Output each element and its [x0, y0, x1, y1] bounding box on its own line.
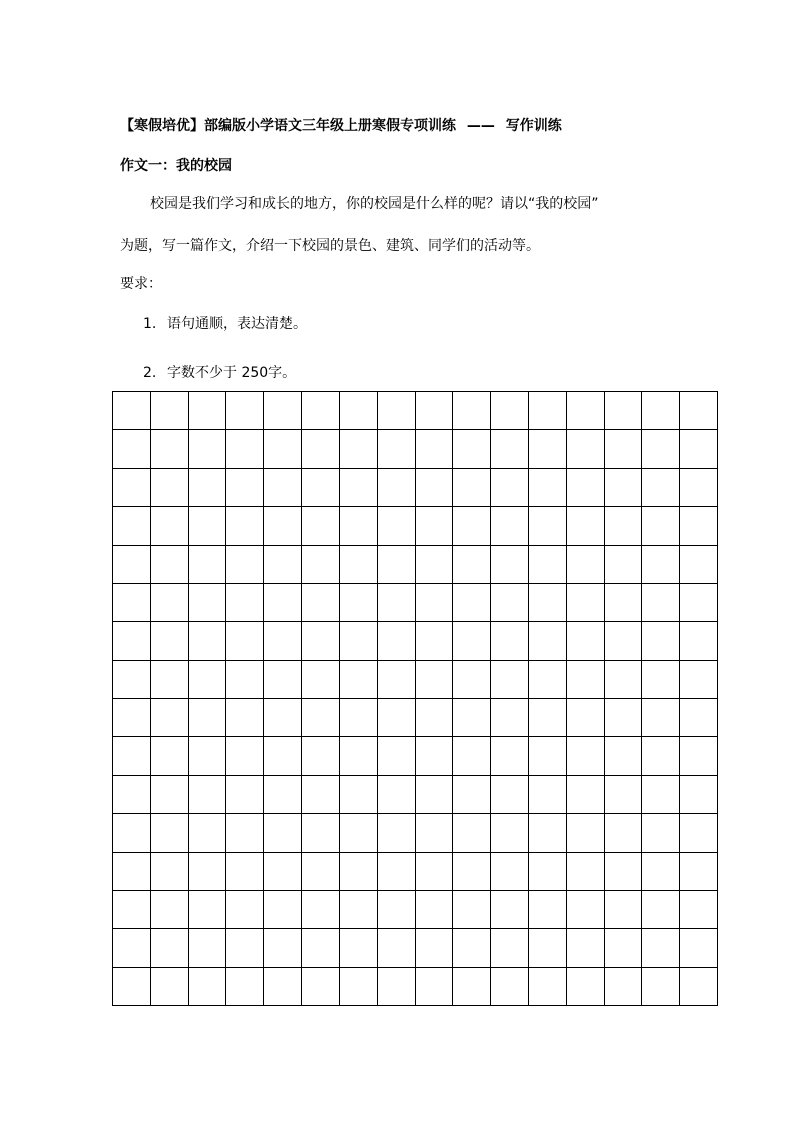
grid-cell[interactable] — [567, 469, 605, 507]
grid-cell[interactable] — [264, 584, 302, 622]
grid-cell[interactable] — [340, 546, 378, 584]
grid-cell[interactable] — [491, 968, 529, 1006]
grid-cell[interactable] — [302, 814, 340, 852]
grid-cell[interactable] — [453, 929, 491, 967]
grid-cell[interactable] — [605, 814, 643, 852]
grid-cell[interactable] — [416, 469, 454, 507]
grid-cell[interactable] — [378, 853, 416, 891]
grid-cell[interactable] — [264, 929, 302, 967]
grid-cell[interactable] — [567, 891, 605, 929]
grid-cell[interactable] — [302, 430, 340, 468]
writing-grid[interactable] — [112, 391, 718, 1006]
grid-cell[interactable] — [491, 392, 529, 430]
grid-cell[interactable] — [378, 507, 416, 545]
grid-cell[interactable] — [378, 929, 416, 967]
grid-cell[interactable] — [567, 661, 605, 699]
grid-cell[interactable] — [416, 814, 454, 852]
grid-cell[interactable] — [113, 968, 151, 1006]
grid-cell[interactable] — [264, 891, 302, 929]
grid-cell[interactable] — [529, 929, 567, 967]
grid-cell[interactable] — [378, 968, 416, 1006]
grid-cell[interactable] — [378, 699, 416, 737]
grid-cell[interactable] — [302, 699, 340, 737]
grid-cell[interactable] — [113, 546, 151, 584]
grid-cell[interactable] — [264, 392, 302, 430]
grid-cell[interactable] — [529, 814, 567, 852]
grid-cell[interactable] — [264, 814, 302, 852]
grid-cell[interactable] — [113, 392, 151, 430]
grid-cell[interactable] — [189, 622, 227, 660]
grid-cell[interactable] — [680, 507, 718, 545]
grid-cell[interactable] — [151, 469, 189, 507]
grid-cell[interactable] — [113, 929, 151, 967]
grid-cell[interactable] — [302, 776, 340, 814]
grid-cell[interactable] — [340, 853, 378, 891]
grid-cell[interactable] — [605, 584, 643, 622]
grid-cell[interactable] — [378, 891, 416, 929]
grid-cell[interactable] — [605, 661, 643, 699]
grid-cell[interactable] — [529, 430, 567, 468]
grid-cell[interactable] — [491, 622, 529, 660]
grid-cell[interactable] — [529, 584, 567, 622]
grid-cell[interactable] — [680, 737, 718, 775]
grid-cell[interactable] — [113, 469, 151, 507]
grid-cell[interactable] — [453, 737, 491, 775]
grid-cell[interactable] — [151, 737, 189, 775]
grid-cell[interactable] — [113, 584, 151, 622]
grid-cell[interactable] — [226, 853, 264, 891]
grid-cell[interactable] — [642, 469, 680, 507]
grid-cell[interactable] — [378, 661, 416, 699]
grid-cell[interactable] — [680, 776, 718, 814]
grid-cell[interactable] — [453, 430, 491, 468]
grid-cell[interactable] — [605, 776, 643, 814]
grid-cell[interactable] — [567, 392, 605, 430]
grid-cell[interactable] — [113, 853, 151, 891]
grid-cell[interactable] — [226, 584, 264, 622]
grid-cell[interactable] — [189, 891, 227, 929]
grid-cell[interactable] — [491, 853, 529, 891]
grid-cell[interactable] — [642, 507, 680, 545]
grid-cell[interactable] — [226, 661, 264, 699]
grid-cell[interactable] — [416, 661, 454, 699]
grid-cell[interactable] — [605, 891, 643, 929]
grid-cell[interactable] — [340, 699, 378, 737]
grid-cell[interactable] — [680, 968, 718, 1006]
grid-cell[interactable] — [226, 737, 264, 775]
grid-cell[interactable] — [529, 737, 567, 775]
grid-cell[interactable] — [151, 622, 189, 660]
grid-cell[interactable] — [453, 392, 491, 430]
grid-cell[interactable] — [340, 891, 378, 929]
grid-cell[interactable] — [567, 968, 605, 1006]
grid-cell[interactable] — [453, 546, 491, 584]
grid-cell[interactable] — [605, 469, 643, 507]
requirement-number: 1. — [143, 316, 157, 332]
grid-cell[interactable] — [113, 814, 151, 852]
grid-cell[interactable] — [529, 507, 567, 545]
grid-cell[interactable] — [226, 968, 264, 1006]
grid-cell[interactable] — [113, 507, 151, 545]
grid-cell[interactable] — [151, 968, 189, 1006]
grid-cell[interactable] — [302, 546, 340, 584]
grid-cell[interactable] — [605, 546, 643, 584]
grid-cell[interactable] — [226, 929, 264, 967]
grid-cell[interactable] — [529, 622, 567, 660]
grid-cell[interactable] — [226, 891, 264, 929]
grid-cell[interactable] — [680, 622, 718, 660]
grid-cell[interactable] — [302, 584, 340, 622]
grid-cell[interactable] — [378, 392, 416, 430]
grid-cell[interactable] — [340, 661, 378, 699]
requirement-item — [143, 313, 307, 333]
grid-cell[interactable] — [416, 776, 454, 814]
grid-cell[interactable] — [567, 622, 605, 660]
grid-cell[interactable] — [567, 546, 605, 584]
grid-cell[interactable] — [642, 891, 680, 929]
grid-cell[interactable] — [680, 392, 718, 430]
grid-cell[interactable] — [416, 968, 454, 1006]
grid-cell[interactable] — [264, 661, 302, 699]
grid-cell[interactable] — [491, 584, 529, 622]
grid-cell[interactable] — [226, 392, 264, 430]
grid-cell[interactable] — [189, 814, 227, 852]
grid-cell[interactable] — [529, 776, 567, 814]
grid-cell[interactable] — [226, 507, 264, 545]
grid-cell[interactable] — [680, 661, 718, 699]
grid-cell[interactable] — [491, 546, 529, 584]
grid-cell[interactable] — [453, 814, 491, 852]
grid-cell[interactable] — [226, 469, 264, 507]
grid-cell[interactable] — [453, 661, 491, 699]
grid-cell[interactable] — [416, 891, 454, 929]
grid-cell[interactable] — [642, 929, 680, 967]
grid-cell[interactable] — [567, 814, 605, 852]
grid-cell[interactable] — [340, 776, 378, 814]
grid-cell[interactable] — [340, 968, 378, 1006]
grid-cell[interactable] — [378, 622, 416, 660]
grid-cell[interactable] — [642, 546, 680, 584]
grid-cell[interactable] — [340, 737, 378, 775]
grid-cell[interactable] — [567, 699, 605, 737]
grid-cell[interactable] — [642, 814, 680, 852]
grid-cell[interactable] — [416, 507, 454, 545]
prompt-paragraph-line-2: 为题，写一篇作文，介绍一下校园的景色、建筑、同学们的活动等。 — [120, 238, 540, 254]
prompt-paragraph-line-1: 校园是我们学习和成长的地方，你的校园是什么样的呢？请以“我的校园” — [150, 196, 599, 212]
grid-cell[interactable] — [189, 430, 227, 468]
grid-cell[interactable] — [642, 776, 680, 814]
grid-cell[interactable] — [605, 968, 643, 1006]
grid-cell[interactable] — [189, 776, 227, 814]
grid-cell[interactable] — [226, 430, 264, 468]
grid-cell[interactable] — [189, 699, 227, 737]
grid-cell[interactable] — [113, 661, 151, 699]
grid-cell[interactable] — [567, 737, 605, 775]
grid-cell[interactable] — [151, 699, 189, 737]
grid-cell[interactable] — [491, 507, 529, 545]
grid-cell[interactable] — [340, 392, 378, 430]
grid-cell[interactable] — [151, 546, 189, 584]
grid-cell[interactable] — [189, 546, 227, 584]
grid-cell[interactable] — [189, 968, 227, 1006]
grid-cell[interactable] — [453, 584, 491, 622]
grid-cell[interactable] — [151, 891, 189, 929]
grid-cell[interactable] — [642, 584, 680, 622]
grid-cell[interactable] — [264, 546, 302, 584]
grid-cell[interactable] — [378, 776, 416, 814]
grid-cell[interactable] — [567, 430, 605, 468]
grid-cell[interactable] — [189, 929, 227, 967]
grid-cell[interactable] — [642, 853, 680, 891]
grid-cell[interactable] — [189, 507, 227, 545]
grid-cell[interactable] — [567, 584, 605, 622]
grid-cell[interactable] — [529, 968, 567, 1006]
grid-cell[interactable] — [453, 699, 491, 737]
title-tail: 写作训练 — [505, 118, 562, 134]
grid-cell[interactable] — [529, 661, 567, 699]
grid-cell[interactable] — [680, 814, 718, 852]
grid-cell[interactable] — [378, 584, 416, 622]
grid-cell[interactable] — [302, 622, 340, 660]
grid-cell[interactable] — [226, 699, 264, 737]
grid-cell[interactable] — [680, 891, 718, 929]
grid-cell[interactable] — [189, 584, 227, 622]
grid-cell[interactable] — [302, 929, 340, 967]
grid-cell[interactable] — [529, 891, 567, 929]
grid-cell[interactable] — [416, 584, 454, 622]
grid-cell[interactable] — [605, 699, 643, 737]
grid-cell[interactable] — [302, 507, 340, 545]
grid-cell[interactable] — [453, 853, 491, 891]
document-title — [120, 115, 562, 135]
grid-cell[interactable] — [151, 661, 189, 699]
requirement-text: 语句通顺，表达清楚。 — [167, 316, 307, 332]
grid-cell[interactable] — [642, 968, 680, 1006]
grid-cell[interactable] — [529, 699, 567, 737]
grid-cell[interactable] — [491, 661, 529, 699]
grid-cell[interactable] — [302, 737, 340, 775]
grid-cell[interactable] — [567, 776, 605, 814]
grid-cell[interactable] — [453, 507, 491, 545]
grid-cell[interactable] — [340, 469, 378, 507]
grid-cell[interactable] — [680, 853, 718, 891]
grid-cell[interactable] — [642, 392, 680, 430]
grid-cell[interactable] — [642, 737, 680, 775]
essay-subtitle: 作文一：我的校园 — [120, 158, 232, 174]
grid-cell[interactable] — [226, 622, 264, 660]
grid-cell[interactable] — [416, 929, 454, 967]
grid-cell[interactable] — [264, 699, 302, 737]
grid-cell[interactable] — [416, 737, 454, 775]
grid-cell[interactable] — [302, 392, 340, 430]
grid-cell[interactable] — [151, 584, 189, 622]
grid-cell[interactable] — [605, 929, 643, 967]
grid-cell[interactable] — [453, 622, 491, 660]
grid-cell[interactable] — [113, 699, 151, 737]
grid-cell[interactable] — [416, 430, 454, 468]
grid-cell[interactable] — [113, 891, 151, 929]
grid-cell[interactable] — [226, 814, 264, 852]
grid-cell[interactable] — [529, 546, 567, 584]
grid-cell[interactable] — [416, 853, 454, 891]
grid-cell[interactable] — [378, 430, 416, 468]
grid-cell[interactable] — [680, 430, 718, 468]
grid-cell[interactable] — [491, 776, 529, 814]
grid-cell[interactable] — [340, 507, 378, 545]
grid-cell[interactable] — [378, 814, 416, 852]
grid-cell[interactable] — [642, 430, 680, 468]
grid-cell[interactable] — [605, 430, 643, 468]
grid-cell[interactable] — [378, 469, 416, 507]
grid-cell[interactable] — [151, 853, 189, 891]
grid-cell[interactable] — [642, 661, 680, 699]
requirement-item — [143, 362, 296, 382]
grid-cell[interactable] — [642, 699, 680, 737]
grid-cell[interactable] — [680, 469, 718, 507]
grid-cell[interactable] — [453, 891, 491, 929]
grid-cell[interactable] — [680, 929, 718, 967]
grid-cell[interactable] — [151, 507, 189, 545]
requirements-label: 要求： — [120, 276, 162, 292]
grid-cell[interactable] — [113, 622, 151, 660]
grid-cell[interactable] — [226, 546, 264, 584]
grid-cell[interactable] — [680, 546, 718, 584]
grid-cell[interactable] — [302, 968, 340, 1006]
grid-cell[interactable] — [189, 853, 227, 891]
grid-cell[interactable] — [264, 776, 302, 814]
grid-cell[interactable] — [151, 392, 189, 430]
grid-cell[interactable] — [189, 469, 227, 507]
grid-cell[interactable] — [642, 622, 680, 660]
requirement-number: 2. — [143, 365, 157, 381]
grid-cell[interactable] — [113, 776, 151, 814]
grid-cell[interactable] — [491, 929, 529, 967]
grid-cell[interactable] — [302, 661, 340, 699]
grid-cell[interactable] — [605, 507, 643, 545]
grid-cell[interactable] — [264, 507, 302, 545]
grid-cell[interactable] — [680, 584, 718, 622]
grid-cell[interactable] — [264, 469, 302, 507]
grid-cell[interactable] — [605, 853, 643, 891]
grid-cell[interactable] — [340, 622, 378, 660]
grid-cell[interactable] — [378, 737, 416, 775]
grid-cell[interactable] — [264, 968, 302, 1006]
grid-cell[interactable] — [529, 853, 567, 891]
grid-cell[interactable] — [605, 737, 643, 775]
grid-cell[interactable] — [416, 392, 454, 430]
grid-cell[interactable] — [340, 814, 378, 852]
grid-cell[interactable] — [491, 699, 529, 737]
grid-cell[interactable] — [453, 469, 491, 507]
grid-cell[interactable] — [264, 622, 302, 660]
grid-cell[interactable] — [302, 469, 340, 507]
grid-cell[interactable] — [453, 968, 491, 1006]
grid-cell[interactable] — [189, 661, 227, 699]
grid-cell[interactable] — [567, 929, 605, 967]
grid-cell[interactable] — [113, 430, 151, 468]
grid-cell[interactable] — [416, 546, 454, 584]
grid-cell[interactable] — [264, 737, 302, 775]
grid-cell[interactable] — [416, 622, 454, 660]
grid-cell[interactable] — [491, 469, 529, 507]
grid-cell[interactable] — [302, 891, 340, 929]
grid-cell[interactable] — [378, 546, 416, 584]
grid-cell[interactable] — [226, 776, 264, 814]
grid-cell[interactable] — [113, 737, 151, 775]
grid-cell[interactable] — [491, 814, 529, 852]
grid-cell[interactable] — [151, 814, 189, 852]
grid-cell[interactable] — [189, 737, 227, 775]
grid-cell[interactable] — [264, 430, 302, 468]
grid-cell[interactable] — [605, 622, 643, 660]
grid-cell[interactable] — [340, 584, 378, 622]
grid-cell[interactable] — [567, 507, 605, 545]
grid-cell[interactable] — [151, 430, 189, 468]
grid-cell[interactable] — [567, 853, 605, 891]
requirement-text: 字数不少于 250字。 — [167, 365, 297, 381]
grid-cell[interactable] — [491, 737, 529, 775]
grid-cell[interactable] — [264, 853, 302, 891]
grid-cell[interactable] — [340, 929, 378, 967]
grid-cell[interactable] — [340, 430, 378, 468]
grid-cell[interactable] — [491, 891, 529, 929]
grid-cell[interactable] — [416, 699, 454, 737]
grid-cell[interactable] — [680, 699, 718, 737]
grid-cell[interactable] — [453, 776, 491, 814]
grid-cell[interactable] — [151, 776, 189, 814]
title-main: 【寒假培优】部编版小学语文三年级上册寒假专项训练 — [120, 118, 456, 134]
grid-cell[interactable] — [491, 430, 529, 468]
title-dash: —— — [466, 118, 495, 134]
grid-cell[interactable] — [529, 469, 567, 507]
grid-cell[interactable] — [605, 392, 643, 430]
grid-cell[interactable] — [189, 392, 227, 430]
grid-cell[interactable] — [302, 853, 340, 891]
grid-cell[interactable] — [529, 392, 567, 430]
grid-cell[interactable] — [151, 929, 189, 967]
